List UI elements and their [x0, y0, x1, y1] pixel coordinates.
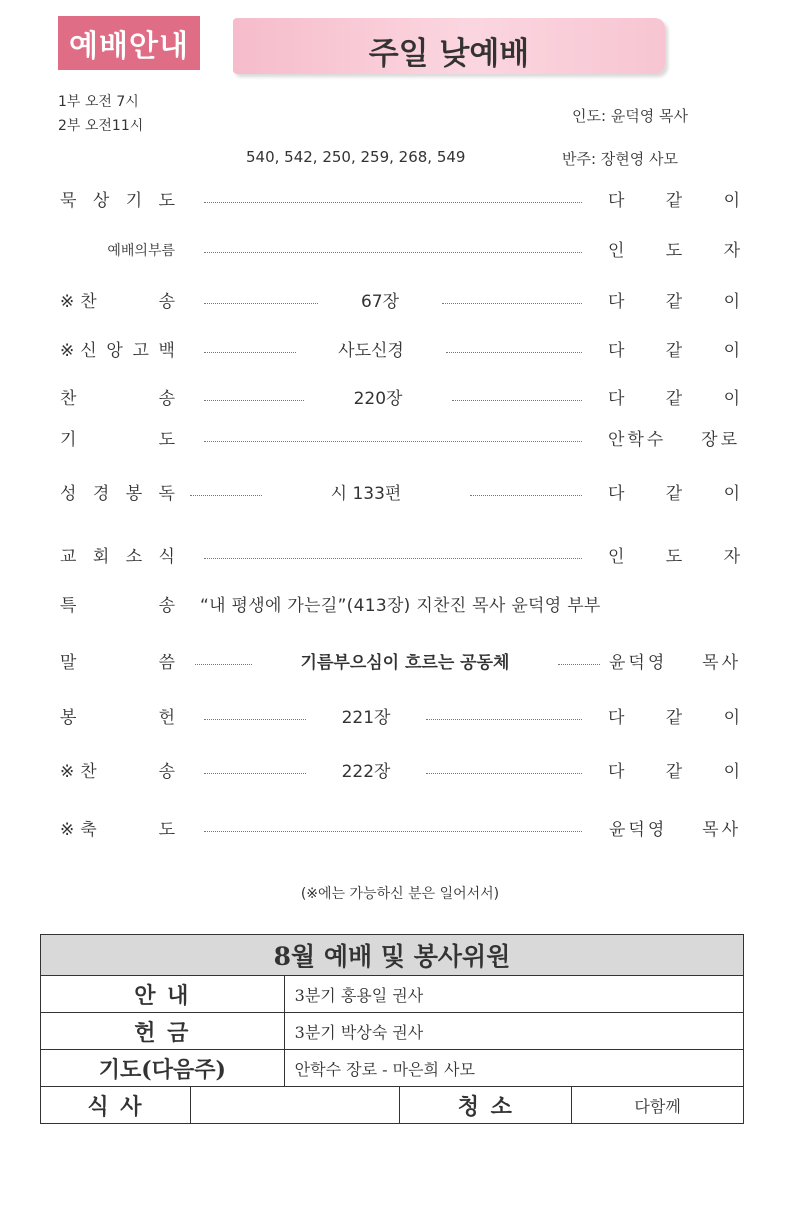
order-label-text: 신 앙 고 백	[80, 341, 175, 361]
order-responsible: 다 같 이	[608, 341, 740, 361]
leader-dots	[204, 186, 582, 203]
order-label	[60, 236, 175, 266]
leader-dots	[204, 757, 306, 774]
order-label	[60, 425, 175, 455]
standing-mark: ※	[60, 292, 75, 312]
leader-dots	[204, 703, 306, 720]
volunteer-table-title: 8월 예배 및 봉사위원	[41, 935, 744, 976]
order-responsible: 인 도 자	[608, 547, 740, 567]
leader: 인도: 윤덕영 목사	[572, 107, 689, 125]
cleaning-label: 청 소	[400, 1087, 572, 1124]
order-responsible: 다 같 이	[608, 484, 740, 504]
order-responsible: 다 같 이	[608, 389, 740, 409]
leader-dots	[195, 648, 252, 665]
service-time-2: 2부 오전11시	[58, 118, 144, 134]
leader-dots	[426, 757, 582, 774]
order-responsible: 윤덕영 목사	[609, 820, 741, 840]
person-cell: 안학수 장로 - 마은희 사모	[284, 1050, 743, 1087]
order-label-text: 성 경 봉 독	[60, 484, 175, 504]
order-responsible: 다 같 이	[608, 708, 740, 728]
order-detail: “내 평생에 가는길”(413장) 지찬진 목사 윤덕영 부부	[200, 596, 601, 616]
title-banner	[233, 18, 665, 74]
order-responsible: 다 같 이	[608, 762, 740, 782]
order-detail: 기름부으심이 흐르는 공동체	[300, 653, 510, 673]
leader-dots	[204, 815, 582, 832]
accompanist: 반주: 장현영 사모	[562, 150, 679, 168]
order-label-text: 말 씀	[60, 653, 175, 673]
section-badge: 예배안내	[58, 16, 200, 70]
order-label	[60, 384, 175, 414]
order-label	[60, 815, 175, 845]
person-cell: 3분기 홍용일 권사	[284, 976, 743, 1013]
order-detail: 220장	[353, 389, 403, 409]
order-label-text: 축 도	[80, 820, 175, 840]
leader-dots	[558, 648, 600, 665]
order-detail: 222장	[341, 762, 391, 782]
role-cell: 헌 금	[41, 1013, 285, 1050]
leader-dots	[204, 236, 582, 253]
table-row	[41, 1087, 744, 1124]
order-label-text: 찬 송	[80, 292, 175, 312]
cleaning-person: 다함께	[572, 1087, 744, 1124]
leader-dots	[452, 384, 582, 401]
order-responsible: 인 도 자	[608, 241, 740, 261]
order-item	[0, 591, 800, 621]
order-label-text: 특 송	[60, 596, 175, 616]
leader-dots	[470, 479, 582, 496]
leader-dots	[446, 336, 582, 353]
page-title: 주일 낮예배	[368, 36, 530, 72]
order-detail: 221장	[341, 708, 391, 728]
volunteer-table	[40, 934, 744, 1124]
order-responsible: 다 같 이	[608, 292, 740, 312]
order-label	[60, 703, 175, 733]
order-label	[60, 542, 175, 572]
role-cell: 안 내	[41, 976, 285, 1013]
leader-dots	[204, 336, 296, 353]
leader-dots	[442, 287, 582, 304]
order-label	[60, 648, 175, 678]
order-label-text: 교 회 소 식	[60, 547, 175, 567]
table-row	[41, 976, 744, 1013]
person-cell: 3분기 박상숙 권사	[284, 1013, 743, 1050]
order-label-text: 찬 송	[80, 762, 175, 782]
hymn-list: 540, 542, 250, 259, 268, 549	[246, 148, 466, 166]
order-label-text: 기 도	[60, 430, 175, 450]
standing-mark: ※	[60, 820, 75, 840]
order-responsible: 다 같 이	[608, 191, 740, 211]
order-item	[0, 648, 800, 678]
table-row	[41, 1013, 744, 1050]
order-label	[60, 479, 175, 509]
order-item	[0, 815, 800, 845]
meal-label: 식 사	[41, 1087, 191, 1124]
standing-mark: ※	[60, 762, 75, 782]
order-label	[60, 336, 175, 366]
order-item	[0, 384, 800, 414]
order-label-text: 찬 송	[60, 389, 175, 409]
order-item	[0, 236, 800, 266]
order-item	[0, 703, 800, 733]
order-label-text: 봉 헌	[60, 708, 175, 728]
order-item	[0, 542, 800, 572]
order-item	[0, 425, 800, 455]
order-item	[0, 186, 800, 216]
service-time-1: 1부 오전 7시	[58, 94, 139, 110]
order-label-text: 예배의부름	[107, 243, 175, 259]
meal-person	[190, 1087, 400, 1124]
role-cell: 기도(다음주)	[41, 1050, 285, 1087]
leader-dots	[204, 287, 318, 304]
order-detail: 사도신경	[338, 341, 404, 361]
leader-dots	[204, 542, 582, 559]
leader-dots	[204, 425, 582, 442]
leader-dots	[204, 384, 304, 401]
table-row	[41, 1050, 744, 1087]
standing-mark: ※	[60, 341, 75, 361]
order-label	[60, 757, 175, 787]
order-detail: 시 133편	[330, 484, 402, 504]
order-label	[60, 186, 175, 216]
order-detail: 67장	[360, 292, 400, 312]
order-item	[0, 336, 800, 366]
leader-dots	[426, 703, 582, 720]
order-label	[60, 591, 175, 621]
order-responsible: 안학수 장로	[608, 430, 740, 450]
standing-note: (※에는 가능하신 분은 일어서서)	[300, 886, 500, 902]
order-item	[0, 479, 800, 509]
leader-dots	[190, 479, 262, 496]
order-item	[0, 287, 800, 317]
order-responsible: 윤덕영 목사	[609, 653, 741, 673]
order-label	[60, 287, 175, 317]
order-label-text: 묵 상 기 도	[60, 191, 175, 211]
order-item	[0, 757, 800, 787]
